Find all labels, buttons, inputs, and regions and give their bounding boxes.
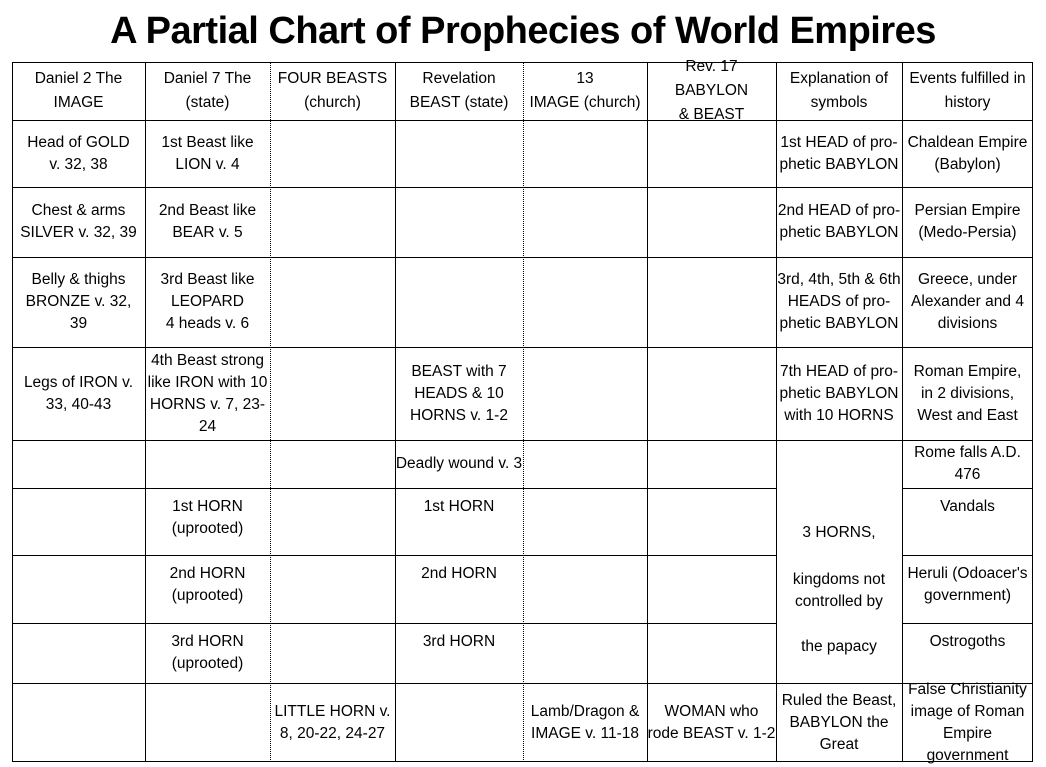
cell-rev13-church-row-9: Lamb/Dragon & IMAGE v. 11-18: [530, 702, 640, 742]
cell-daniel7-state-row-8: 3rd HORN (uprooted): [171, 633, 244, 672]
cell-daniel2-row-5: [12, 440, 145, 488]
cell-rev13-church-row-3: [523, 257, 647, 347]
cell-rev13-church-row-8: [523, 623, 647, 683]
cell-daniel7-church-row-1: [270, 120, 395, 187]
cell-rev17-row-3: [647, 257, 776, 347]
cell-daniel7-state-row-3: 3rd Beast like LEOPARD 4 heads v. 6: [160, 271, 255, 332]
cell-daniel2-row-7: [12, 555, 145, 623]
cell-rev17-row-2: [647, 187, 776, 257]
cell-explanation-row-5: [776, 440, 902, 488]
cell-rev13-state-row-3: [395, 257, 523, 347]
cell-daniel7-church-row-3: [270, 257, 395, 347]
header-daniel2: Daniel 2 The IMAGE: [34, 70, 123, 111]
cell-rev13-state-row-9: [395, 683, 523, 762]
cell-daniel2-row-3: Belly & thighs BRONZE v. 32, 39: [25, 271, 132, 332]
cell-events-row-7: Heruli (Odoacer's government): [907, 565, 1028, 604]
cell-daniel2-row-4: Legs of IRON v. 33, 40-43: [23, 373, 134, 413]
header-rev13-state: Revelation BEAST (state): [409, 70, 509, 111]
cell-daniel7-church-row-7: [270, 555, 395, 623]
cell-rev13-state-row-2: [395, 187, 523, 257]
cell-daniel2-row-1: Head of GOLD v. 32, 38: [27, 133, 130, 173]
cell-rev13-church-row-2: [523, 187, 647, 257]
cell-rev13-church-row-7: [523, 555, 647, 623]
cell-rev13-state-row-6: 1st HORN: [423, 498, 495, 515]
horns-explanation-line2: kingdoms not controlled by: [792, 571, 886, 610]
cell-events-row-3: Greece, under Alexander and 4 divisions: [911, 271, 1024, 332]
cell-rev13-state-row-5: Deadly wound v. 3: [395, 455, 523, 472]
cell-daniel7-state-row-7: 2nd HORN (uprooted): [169, 565, 246, 604]
cell-events-row-9: False Christianity image of Roman Empire government: [908, 680, 1027, 764]
cell-daniel7-church-row-2: [270, 187, 395, 257]
cell-daniel7-church-row-9: LITTLE HORN v. 8, 20-22, 24-27: [274, 702, 391, 742]
horns-explanation-line1: 3 HORNS,: [802, 524, 876, 541]
cell-rev17-row-5: [647, 440, 776, 488]
cell-events-row-4: Roman Empire, in 2 divisions, West and East: [913, 362, 1022, 424]
cell-explanation-row-1: 1st HEAD of pro- phetic BABYLON: [779, 133, 899, 173]
header-explanation: Explanation of symbols: [789, 70, 889, 111]
header-rev17: Rev. 17 BABYLON & BEAST: [674, 58, 749, 123]
cell-daniel7-state-row-4: 4th Beast strong like IRON with 10 HORNS v. 7, 23-24: [147, 351, 268, 435]
cell-daniel2-row-9: [12, 683, 145, 762]
cell-events-row-2: Persian Empire (Medo-Persia): [914, 202, 1021, 241]
cell-rev13-state-row-4: BEAST with 7 HEADS & 10 HORNS v. 1-2: [410, 362, 508, 424]
cell-events-row-8: Ostrogoths: [929, 633, 1006, 650]
cell-rev17-row-9: WOMAN who rode BEAST v. 1-2: [647, 702, 776, 742]
cell-daniel2-row-8: [12, 623, 145, 683]
cell-events-row-6: Vandals: [940, 498, 995, 515]
cell-daniel7-state-row-6: 1st HORN (uprooted): [171, 498, 244, 537]
cell-events-row-1: Chaldean Empire (Babylon): [907, 133, 1028, 173]
cell-rev13-church-row-4: [523, 347, 647, 440]
header-rev13-church: 13 IMAGE (church): [529, 70, 641, 111]
cell-daniel7-church-row-4: [270, 347, 395, 440]
cell-explanation-row-2: 2nd HEAD of pro- phetic BABYLON: [777, 202, 901, 241]
cell-rev13-church-row-6: [523, 488, 647, 555]
cell-daniel7-state-row-2: 2nd Beast like BEAR v. 5: [158, 202, 257, 241]
cell-rev17-row-8: [647, 623, 776, 683]
cell-explanation-row-4: 7th HEAD of pro- phetic BABYLON with 10 HORNS: [779, 362, 899, 424]
cell-rev13-church-row-1: [523, 120, 647, 187]
page-title: A Partial Chart of Prophecies of World Empires: [110, 9, 936, 52]
cell-daniel7-state-row-9: [145, 683, 270, 762]
cell-events-row-5: Rome falls A.D. 476: [914, 444, 1021, 483]
cell-rev17-row-4: [647, 347, 776, 440]
cell-rev17-row-1: [647, 120, 776, 187]
cell-rev17-row-6: [647, 488, 776, 555]
cell-rev13-state-row-7: 2nd HORN: [421, 565, 497, 582]
cell-daniel7-church-row-6: [270, 488, 395, 555]
header-daniel7-church: FOUR BEASTS (church): [277, 70, 388, 111]
cell-explanation-row-3: 3rd, 4th, 5th & 6th HEADS of pro- phetic BABYLON: [777, 271, 901, 332]
cell-daniel7-church-row-5: [270, 440, 395, 488]
cell-rev13-state-row-1: [395, 120, 523, 187]
cell-rev17-row-7: [647, 555, 776, 623]
cell-explanation-row-9: Ruled the Beast, BABYLON the Great: [781, 691, 897, 753]
cell-daniel7-church-row-8: [270, 623, 395, 683]
cell-daniel2-row-6: [12, 488, 145, 555]
cell-daniel2-row-2: Chest & arms SILVER v. 32, 39: [20, 202, 137, 241]
header-events: Events fulfilled in history: [909, 70, 1026, 111]
cell-rev13-state-row-8: 3rd HORN: [422, 633, 496, 650]
horns-explanation-line3: the papacy: [801, 638, 877, 655]
cell-daniel7-state-row-1: 1st Beast like LION v. 4: [161, 133, 254, 173]
header-daniel7-state: Daniel 7 The (state): [163, 70, 252, 111]
cell-rev13-church-row-5: [523, 440, 647, 488]
cell-daniel7-state-row-5: [145, 440, 270, 488]
